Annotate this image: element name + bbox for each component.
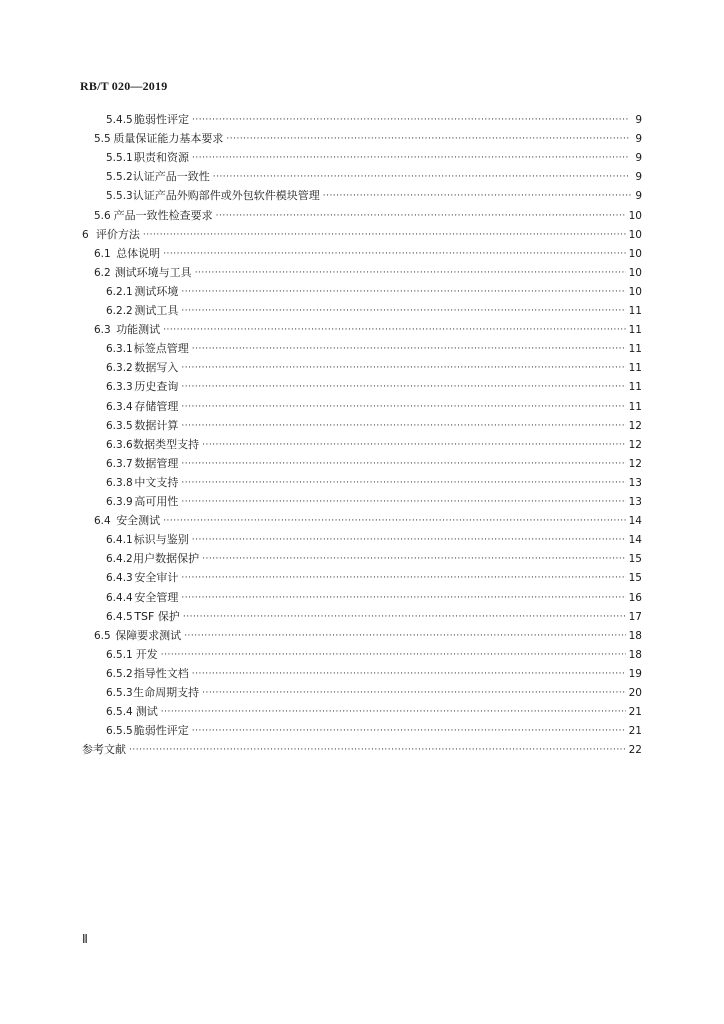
- toc-entry-number: 6.3.4: [106, 400, 133, 413]
- toc-entry-number: 6.1: [94, 247, 111, 260]
- toc-entry[interactable]: [106, 528, 642, 547]
- toc-entry-number: 6.2.1: [106, 285, 133, 298]
- toc-entry[interactable]: [82, 223, 642, 242]
- toc-leader-dots: [181, 285, 625, 299]
- toc-entry-title: 用户数据保护: [133, 552, 200, 566]
- toc-entry-title: 历史查询: [134, 380, 179, 394]
- toc-entry-page: 12: [628, 457, 642, 470]
- toc-entry[interactable]: [106, 337, 642, 356]
- toc-entry-number: 6.3.7: [106, 457, 133, 470]
- toc-entry-page: 9: [635, 171, 642, 184]
- toc-entry-page: 9: [635, 114, 643, 126]
- toc-entry[interactable]: [82, 738, 642, 757]
- toc-leader-dots: [192, 342, 626, 356]
- toc-entry-page: 14: [628, 534, 642, 547]
- toc-entry[interactable]: [106, 700, 642, 719]
- toc-leader-dots: [202, 438, 626, 452]
- toc-entry-page: 9: [635, 152, 643, 165]
- toc-entry-title: 生命周期支持: [133, 686, 200, 699]
- toc-entry-title: 数据管理: [134, 456, 179, 470]
- toc-entry[interactable]: [106, 433, 642, 452]
- toc-entry-number: 5.5.3: [106, 190, 133, 203]
- toc-entry-title: 功能测试: [116, 323, 161, 337]
- toc-entry-number: 6.5.5: [106, 725, 133, 738]
- toc-entry-number: 6.3: [94, 324, 111, 337]
- toc-entry[interactable]: [94, 204, 642, 223]
- toc-entry[interactable]: [94, 127, 642, 146]
- toc-entry-number: 6: [82, 228, 89, 241]
- toc-entry[interactable]: [106, 356, 642, 375]
- toc-entry-page: 12: [628, 438, 642, 451]
- toc-entry-number: 6.5.4: [106, 706, 133, 719]
- toc-entry-page: 11: [628, 400, 642, 413]
- toc-entry-title: 测试: [135, 705, 158, 719]
- toc-entry-title: 测试工具: [134, 304, 179, 317]
- toc-entry-page: 19: [628, 667, 642, 680]
- toc-entry-title: 安全管理: [134, 590, 179, 604]
- toc-entry-number: 6.4.3: [106, 572, 133, 585]
- toc-entry-title: TSF 保护: [134, 609, 180, 623]
- toc-entry-number: 6.3.2: [106, 362, 133, 375]
- toc-entry-page: 11: [628, 381, 642, 394]
- toc-entry-title: 保障要求测试: [115, 628, 182, 642]
- toc-leader-dots: [161, 648, 626, 662]
- toc-entry-number: 6.4.2: [106, 553, 133, 566]
- toc-entry-page: 13: [628, 476, 642, 489]
- toc-entry-page: 15: [628, 572, 642, 585]
- toc-entry-title: 数据类型支持: [133, 437, 200, 451]
- toc-entry-page: 9: [635, 133, 642, 146]
- toc-leader-dots: [323, 189, 632, 203]
- toc-entry-number: 6.4.4: [106, 591, 133, 604]
- toc-entry-title: 数据写入: [134, 361, 179, 375]
- toc-entry[interactable]: [106, 471, 642, 490]
- toc-leader-dots: [183, 610, 626, 624]
- toc-entry-page: 18: [628, 629, 642, 642]
- toc-leader-dots: [213, 170, 630, 184]
- toc-entry-title: 中文支持: [134, 475, 179, 489]
- toc-entry-title: 评价方法: [95, 227, 140, 241]
- toc-entry-title: 产品一致性检查要求: [113, 208, 213, 222]
- standard-code-header: RB/T 020—2019: [80, 79, 168, 93]
- toc-leader-dots: [192, 724, 626, 738]
- toc-entry-number: 6.4.1: [106, 534, 133, 547]
- toc-leader-dots: [181, 304, 625, 318]
- toc-leader-dots: [192, 667, 626, 681]
- toc-entry-title: 脆弱性评定: [133, 113, 189, 126]
- toc-entry-page: 18: [628, 648, 642, 661]
- toc-entry[interactable]: [106, 108, 642, 127]
- toc-entry-number: 5.5.2: [106, 171, 133, 184]
- toc-entry-title: 安全审计: [134, 571, 179, 585]
- toc-entry[interactable]: [106, 414, 642, 433]
- toc-entry[interactable]: [106, 395, 642, 414]
- toc-entry-page: 22: [628, 744, 642, 757]
- toc-entry-number: 5.5: [94, 133, 111, 146]
- toc-leader-dots: [181, 591, 625, 605]
- toc-leader-dots: [161, 705, 626, 719]
- toc-leader-dots: [163, 514, 625, 528]
- toc-leader-dots: [181, 361, 625, 375]
- toc-entry[interactable]: [106, 605, 642, 624]
- toc-leader-dots: [192, 533, 626, 547]
- toc-leader-dots: [143, 228, 626, 242]
- toc-leader-dots: [181, 380, 625, 394]
- toc-entry[interactable]: [106, 643, 642, 662]
- toc-entry[interactable]: [94, 624, 642, 643]
- toc-entry-page: 10: [628, 266, 642, 279]
- toc-entry-title: 参考文献: [82, 743, 126, 757]
- toc-entry-number: 6.5.1: [106, 648, 133, 661]
- toc-entry[interactable]: [106, 165, 642, 184]
- toc-entry-page: 16: [628, 591, 642, 604]
- toc-entry-title: 测试环境与工具: [114, 265, 192, 279]
- toc-entry[interactable]: [106, 375, 642, 394]
- toc-leader-dots: [216, 209, 626, 223]
- toc-entry[interactable]: [94, 509, 642, 528]
- toc-entry-page: 10: [628, 285, 642, 298]
- toc-entry[interactable]: [94, 242, 642, 261]
- toc-entry-number: 6.3.6: [106, 438, 133, 451]
- toc-entry[interactable]: [94, 318, 642, 337]
- toc-leader-dots: [181, 419, 625, 433]
- toc-entry-page: 11: [628, 343, 642, 356]
- toc-entry-page: 12: [628, 419, 642, 432]
- toc-entry-page: 15: [628, 553, 642, 566]
- toc-entry-page: 14: [628, 515, 642, 528]
- toc-entry[interactable]: [106, 547, 642, 566]
- toc-leader-dots: [129, 743, 626, 757]
- toc-entry-title: 高可用性: [134, 495, 179, 508]
- toc-entry-title: 总体说明: [116, 246, 161, 260]
- toc-entry-number: 6.5.3: [106, 687, 133, 699]
- toc-entry-number: 5.5.1: [106, 152, 133, 165]
- toc-entry-page: 20: [628, 687, 642, 699]
- toc-entry-number: 5.6: [94, 209, 111, 222]
- toc-entry-number: 6.4: [94, 515, 111, 528]
- toc-entry-title: 标识与鉴别: [133, 533, 189, 547]
- toc-entry-page: 10: [628, 247, 642, 260]
- toc-leader-dots: [181, 457, 625, 471]
- toc-leader-dots: [181, 571, 625, 585]
- toc-entry-page: 21: [628, 725, 642, 738]
- page-number-footer: Ⅱ: [82, 932, 88, 946]
- toc-entry-title: 开发: [135, 647, 158, 661]
- toc-entry[interactable]: [106, 586, 642, 605]
- toc-leader-dots: [192, 151, 629, 165]
- toc-entry[interactable]: [106, 452, 642, 471]
- toc-entry-number: 6.5: [94, 629, 111, 642]
- toc-entry-title: 指导性文档: [133, 666, 189, 680]
- toc-leader-dots: [181, 400, 625, 414]
- toc-entry-page: 11: [628, 362, 642, 375]
- toc-entry[interactable]: [106, 490, 642, 509]
- toc-entry-title: 安全测试: [116, 514, 161, 528]
- toc-entry-number: 6.5.2: [106, 667, 133, 680]
- toc-entry[interactable]: [106, 662, 642, 681]
- toc-entry[interactable]: [106, 566, 642, 585]
- toc-entry[interactable]: [106, 719, 642, 738]
- toc-entry-page: 13: [628, 496, 642, 508]
- toc-entry-title: 质量保证能力基本要求: [113, 132, 224, 146]
- toc-entry-title: 存储管理: [134, 399, 179, 413]
- toc-entry-title: 数据计算: [134, 418, 179, 432]
- toc-entry-number: 6.2.2: [106, 305, 133, 317]
- toc-leader-dots: [163, 247, 625, 261]
- toc-leader-dots: [184, 629, 625, 643]
- toc-entry[interactable]: [106, 299, 642, 318]
- toc-entry-number: 6.3.9: [106, 496, 133, 508]
- toc-entry-page: 9: [635, 190, 642, 203]
- toc-entry-page: 21: [628, 706, 642, 719]
- toc-leader-dots: [181, 476, 625, 490]
- toc-entry[interactable]: [94, 261, 642, 280]
- toc-leader-dots: [202, 686, 626, 700]
- toc-entry-number: 6.3.1: [106, 343, 133, 356]
- toc-entry-number: 6.3.3: [106, 381, 133, 394]
- toc-entry[interactable]: [106, 681, 642, 700]
- toc-entry-page: 11: [628, 324, 642, 337]
- toc-entry-number: 6.4.5: [106, 610, 133, 623]
- toc-entry-page: 11: [628, 305, 642, 317]
- toc-entry[interactable]: [106, 146, 642, 165]
- toc-leader-dots: [226, 132, 630, 146]
- toc-entry-page: 10: [628, 209, 642, 222]
- toc-leader-dots: [181, 495, 625, 509]
- toc-entry-title: 认证产品外购部件或外包软件模块管理: [132, 189, 320, 203]
- toc-entry-page: 10: [628, 228, 642, 241]
- toc-entry[interactable]: [106, 184, 642, 203]
- toc-entry-title: 测试环境: [134, 284, 179, 298]
- toc-entry-number: 6.2: [94, 266, 111, 279]
- toc-entry-title: 标签点管理: [133, 342, 189, 356]
- toc-leader-dots: [192, 113, 629, 127]
- toc-leader-dots: [163, 323, 625, 337]
- toc-entry-number: 6.3.8: [106, 476, 133, 489]
- toc-entry-number: 5.4.5: [106, 114, 133, 126]
- toc-entry-title: 职责和资源: [133, 151, 189, 165]
- toc-entry-title: 脆弱性评定: [133, 724, 189, 738]
- toc-entry-page: 17: [628, 610, 642, 623]
- toc-entry[interactable]: [106, 280, 642, 299]
- toc-leader-dots: [195, 266, 626, 280]
- toc-entry-title: 认证产品一致性: [132, 170, 210, 184]
- toc-entry-number: 6.3.5: [106, 419, 133, 432]
- toc-leader-dots: [202, 552, 626, 566]
